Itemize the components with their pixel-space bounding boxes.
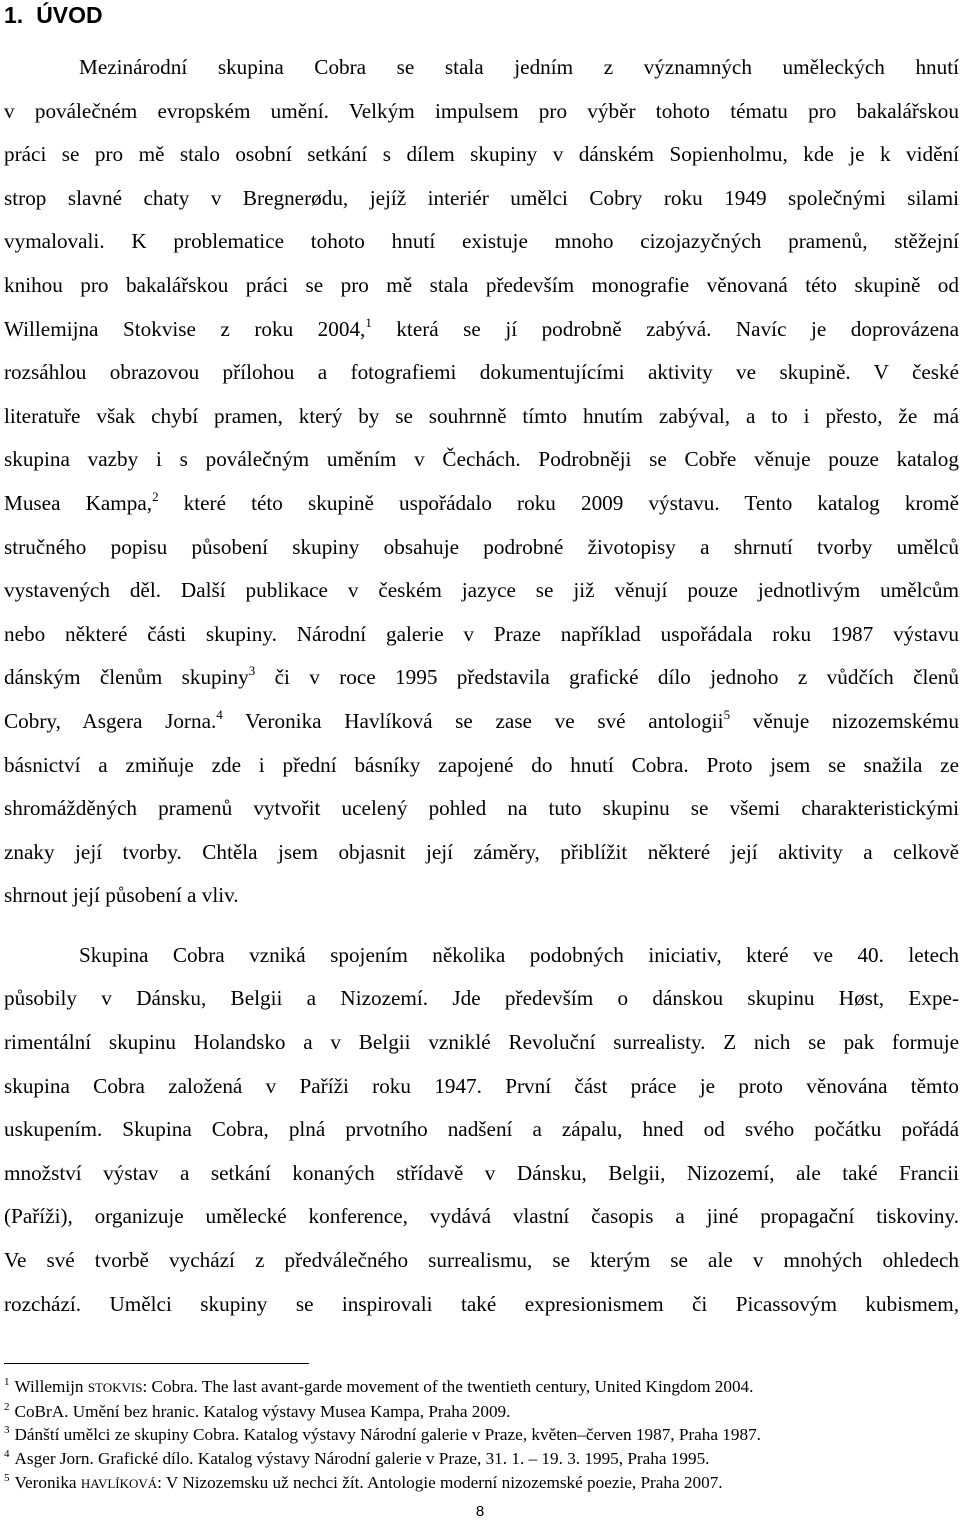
footnote-5: $^5$ Veronika HAVLÍKOVÁ: V Nizozemsku už nechci žít. Antologie moderní nizozemské poezie, Praha 2007. [4,1471,723,1492]
text-line: práci se pro mě stalo osobní setkání s dílem skupiny v dánském Sopienholmu, kde je k vidění [4,142,959,167]
text-line: znaky její tvorby. Chtěla jsem objasnit její záměry, přiblížit některé její aktivity a celkově [4,839,959,864]
footnotes [4,1375,959,1496]
text-line: množství výstav a setkání konaných střídavě v Dánsku, Belgii, Nizozemí, ale také Francii [4,1160,959,1185]
paragraph-1 [4,46,959,918]
paragraph-2 [4,934,959,1326]
text-line: dánským členům skupiny$^3$ či v roce 1995 představila grafické dílo jednoho z vůdčích členů [4,663,959,690]
footnote-2: $^2$ CoBrA. Umění bez hranic. Katalog výstavy Musea Kampa, Praha 2009. [4,1400,511,1421]
text-line: Willemijna Stokvise z roku 2004,$^1$ která se jí podrobně zabývá. Navíc je doprovázena [4,314,959,341]
text-line: stručného popisu působení skupiny obsahuje podrobné životopisy a shrnutí tvorby umělců [4,534,959,559]
text-line: působily v Dánsku, Belgii a Nizozemí. Jde především o dánskou skupinu Høst, Expe- [4,986,959,1011]
footnote-ref-3: 3 [248,663,256,679]
text-line: (Paříži), organizuje umělecké konference, vydává vlastní časopis a jiné propagační tiskoviny. [4,1204,959,1229]
page-number: 8 [475,1503,485,1520]
text-line: nebo některé části skupiny. Národní galerie v Praze například uspořádala roku 1987 výstavu [4,621,959,646]
text-line: básnictví a zmiňuje zde i přední básníky zapojené do hnutí Cobra. Proto jsem se snažila ze [4,752,959,777]
text-line: Mezinárodní skupina Cobra se stala jedním z významných uměleckých hnutí [79,55,959,79]
footnote-3: $^3$ Dánští umělci ze skupiny Cobra. Katalog výstavy Národní galerie v Praze, květen–červen 1987, Praha 1987. [4,1424,761,1445]
text-line: vystavených děl. Další publikace v českém jazyce se již věnují pouze jednotlivým umělcům [4,578,959,603]
text-line: strop slavné chaty v Bregnerødu, jejíž interiér umělci Cobry roku 1949 společnými silami [4,185,959,210]
text-line: vymalovali. K problematice tohoto hnutí existuje mnoho cizojazyčných pramenů, stěžejní [4,229,959,254]
chapter-heading [4,0,103,30]
text-line: Skupina Cobra vzniká spojením několika podobných iniciativ, které ve 40. letech [79,942,959,967]
text-line: Ve své tvorbě vychází z předválečného surrealismu, se kterým se ale v mnohých ohledech [4,1248,959,1273]
chapter-number: 1. [4,2,24,28]
chapter-title: ÚVOD [36,2,103,28]
text-line: v poválečném evropském umění. Velkým impulsem pro výběr tohoto tématu pro bakalářskou [4,98,959,123]
text-line: shrnout její působení a vliv. [4,883,239,908]
footnote-4: $^4$ Asger Jorn. Grafické dílo. Katalog výstavy Národní galerie v Praze, 31. 1. – 19. 3. 1995, Praha 1995. [4,1448,710,1469]
text-line: skupina Cobra založená v Paříži roku 1947. První část práce je proto věnována těmto [4,1073,959,1098]
footnote-ref-4: 4 [216,706,223,722]
text-line: rozchází. Umělci skupiny se inspirovali také expresionismem či Picassovým kubismem, [4,1291,959,1316]
footnote-1: $^1$ Willemijn STOKVIS: Cobra. The last avant-garde movement of the twentieth century, United Kingdom 2004. [4,1376,754,1396]
text-line: shromážděných pramenů vytvořit ucelený pohled na tuto skupinu se všemi charakteristickými [4,796,959,821]
text-line: skupina vazby i s poválečným uměním v Čechách. Podrobněji se Cobře věnuje pouze katalog [4,447,959,472]
text-line: rozsáhlou obrazovou přílohou a fotografiemi dokumentujícími aktivity ve skupině. V české [4,360,959,385]
text-line: Cobry, Asgera Jorna.$^4$ Veronika Havlíková se zase ve své antologii$^5$ věnuje nizozemskému [4,706,959,733]
text-line: knihou pro bakalářskou práci se pro mě stala především monografie věnovaná této skupině od [4,272,959,297]
text-line: rimentální skupinu Holandsko a v Belgii vzniklé Revoluční surrealisty. Z nich se pak formuje [4,1030,959,1055]
footnote-ref-1: 1 [365,314,372,330]
text-line: uskupením. Skupina Cobra, plná prvotního nadšení a zápalu, hned od svého počátku pořádá [4,1117,959,1142]
footnote-ref-2: 2 [152,488,159,504]
footnote-separator [4,1363,309,1364]
footnote-ref-5: 5 [723,706,731,722]
text-line: literatuře však chybí pramen, který by se souhrnně tímto hnutím zabýval, a to i přesto, že má [4,403,959,428]
text-line: Musea Kampa,$^2$ které této skupině uspořádalo roku 2009 výstavu. Tento katalog kromě [4,488,960,515]
body-text [4,46,959,1326]
